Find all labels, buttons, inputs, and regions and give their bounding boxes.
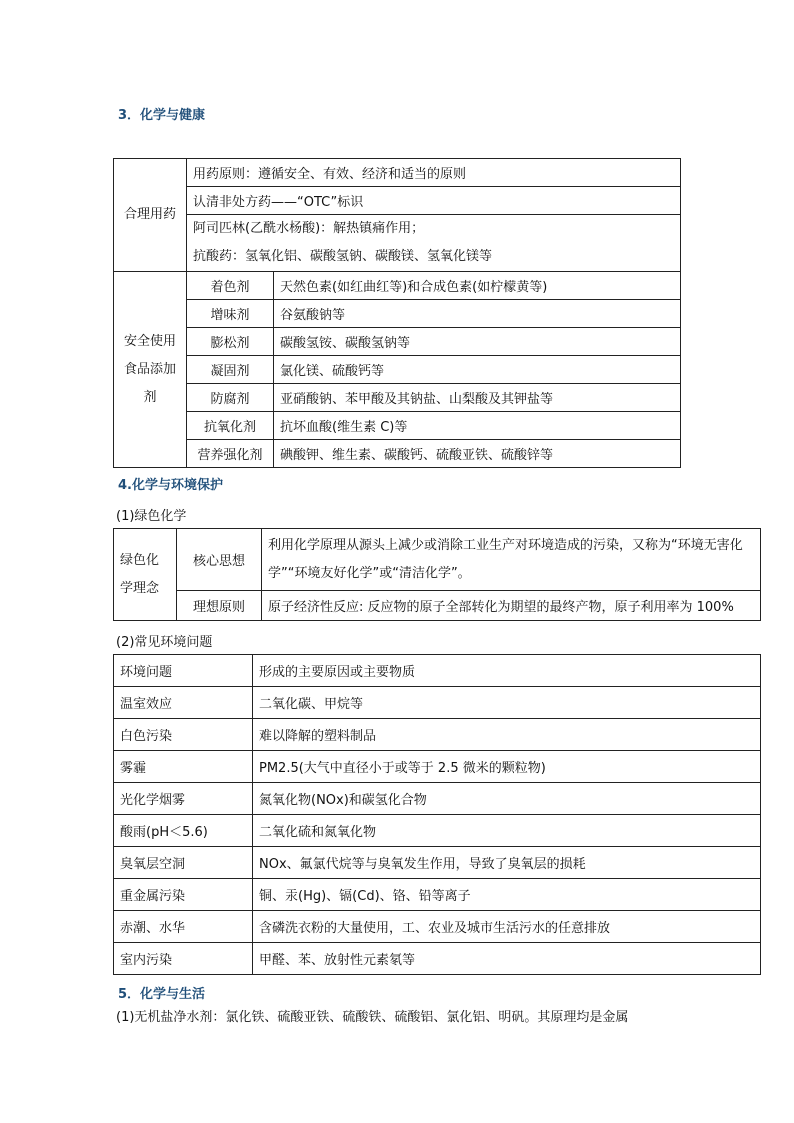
drug-row: 用药原则：遵循安全、有效、经济和适当的原则: [187, 159, 681, 187]
env-cause: 氮氧化物(NOx)和碳氢化合物: [253, 783, 761, 815]
drug-row: 认清非处方药——“OTC”标识: [187, 187, 681, 215]
additive-examples: 碘酸钾、维生素、碳酸钙、硫酸亚铁、硫酸锌等: [274, 440, 681, 468]
section-3-title: 3．化学与健康: [118, 108, 206, 123]
env-problem: 光化学烟雾: [114, 783, 253, 815]
additive-category: 安全使用食品添加剂: [114, 272, 187, 468]
additive-type: 抗氧化剂: [187, 412, 274, 440]
subsection-env-issues: (2)常见环境问题: [116, 635, 213, 650]
additive-examples: 谷氨酸钠等: [274, 300, 681, 328]
env-problem: 雾霾: [114, 751, 253, 783]
ideal-text: 原子经济性反应: 反应物的原子全部转化为期望的最终产物，原子利用率为 100%: [262, 591, 761, 621]
env-table: [113, 654, 761, 975]
env-cause: NOx、氟氯代烷等与臭氧发生作用，导致了臭氧层的损耗: [253, 847, 761, 879]
additive-type: 增味剂: [187, 300, 274, 328]
env-cause: 甲醛、苯、放射性元素氡等: [253, 943, 761, 975]
health-table: [113, 158, 681, 468]
additive-examples: 亚硝酸钠、苯甲酸及其钠盐、山梨酸及其钾盐等: [274, 384, 681, 412]
env-problem: 臭氧层空洞: [114, 847, 253, 879]
drug-category: 合理用药: [114, 159, 187, 272]
additive-examples: 氯化镁、硫酸钙等: [274, 356, 681, 384]
env-problem: 白色污染: [114, 719, 253, 751]
additive-type: 防腐剂: [187, 384, 274, 412]
additive-type: 着色剂: [187, 272, 274, 300]
env-cause: 二氧化硫和氮氧化物: [253, 815, 761, 847]
additive-type: 凝固剂: [187, 356, 274, 384]
ideal-label: 理想原则: [177, 591, 262, 621]
drug-row-line: 抗酸药：氢氧化铝、碳酸氢钠、碳酸镁、氢氧化镁等: [193, 249, 493, 264]
env-problem: 赤潮、水华: [114, 911, 253, 943]
section-5-title: 5．化学与生活: [118, 987, 206, 1002]
env-cause: 含磷洗衣粉的大量使用，工、农业及城市生活污水的任意排放: [253, 911, 761, 943]
env-header-problem: 环境问题: [114, 655, 253, 687]
additive-type: 膨松剂: [187, 328, 274, 356]
section-5-line: (1)无机盐净水剂：氯化铁、硫酸亚铁、硫酸铁、硫酸铝、氯化铝、明矾。其原理均是金属: [116, 1010, 629, 1025]
section-4-title: 4.化学与环境保护: [118, 478, 223, 493]
env-problem: 室内污染: [114, 943, 253, 975]
env-problem: 酸雨(pH＜5.6): [114, 815, 253, 847]
drug-row-line: 阿司匹林(乙酰水杨酸)：解热镇痛作用；: [193, 221, 425, 236]
subsection-green-chem: (1)绿色化学: [116, 509, 187, 524]
core-label: 核心思想: [177, 529, 262, 591]
additive-type: 营养强化剂: [187, 440, 274, 468]
env-problem: 重金属污染: [114, 879, 253, 911]
additive-examples: 碳酸氢铵、碳酸氢钠等: [274, 328, 681, 356]
additive-examples: 抗坏血酸(维生素 C)等: [274, 412, 681, 440]
additive-examples: 天然色素(如红曲红等)和合成色素(如柠檬黄等): [274, 272, 681, 300]
env-cause: 难以降解的塑料制品: [253, 719, 761, 751]
drug-row: [187, 215, 681, 272]
green-chem-table: [113, 528, 761, 621]
env-problem: 温室效应: [114, 687, 253, 719]
env-cause: PM2.5(大气中直径小于或等于 2.5 微米的颗粒物): [253, 751, 761, 783]
env-cause: 铜、汞(Hg)、镉(Cd)、铬、铅等离子: [253, 879, 761, 911]
core-text: 利用化学原理从源头上减少或消除工业生产对环境造成的污染，又称为“环境无害化学”“环境友好化学”或“清洁化学”。: [262, 529, 761, 591]
env-cause: 二氧化碳、甲烷等: [253, 687, 761, 719]
env-header-cause: 形成的主要原因或主要物质: [253, 655, 761, 687]
green-category: 绿色化学理念: [114, 529, 177, 621]
